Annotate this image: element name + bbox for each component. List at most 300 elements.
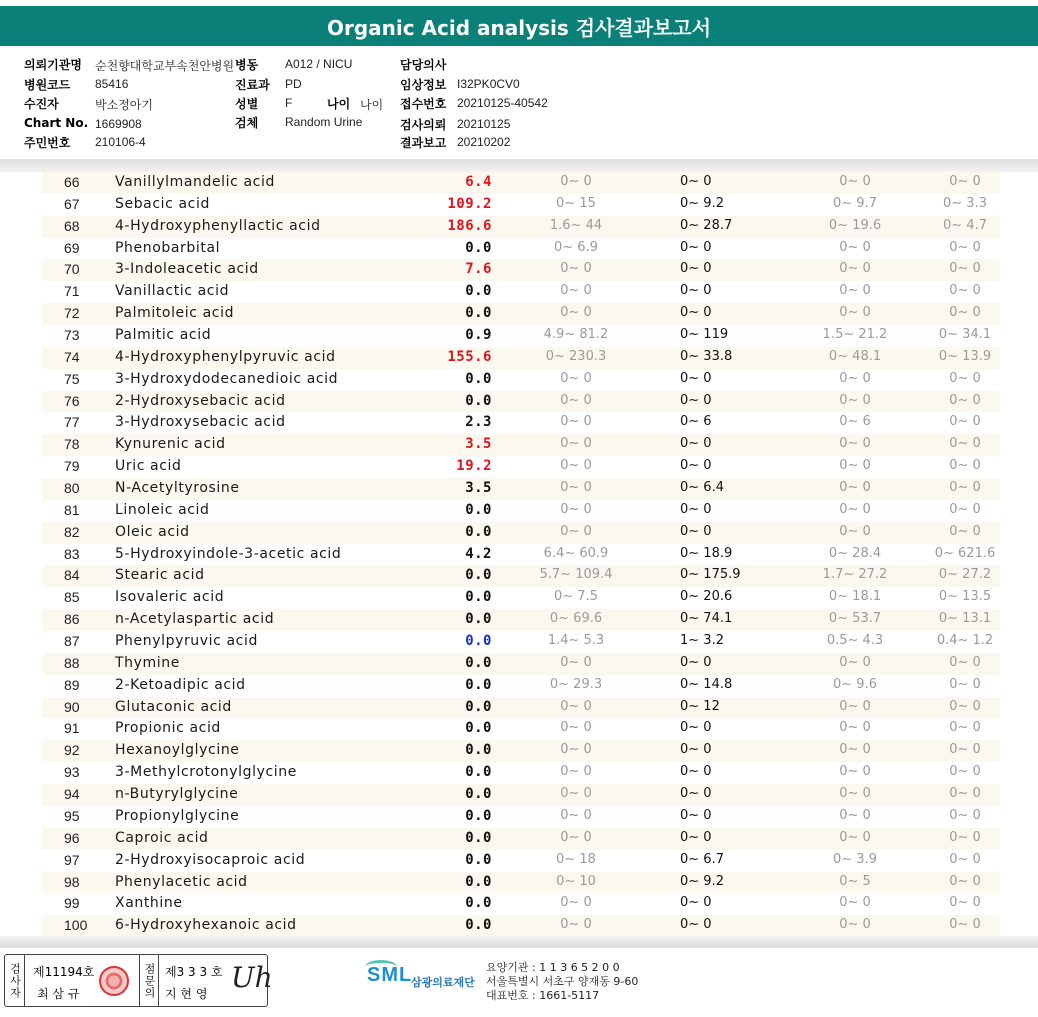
reference-range-3: 0~ 0: [839, 917, 871, 933]
row-number: 70: [64, 261, 80, 278]
analyte-name: Phenylpyruvic acid: [115, 633, 258, 650]
reference-range-4: 0~ 0: [949, 895, 981, 911]
reference-range-3: 0~ 48.1: [828, 348, 882, 364]
reference-range-2: 0~ 0: [680, 829, 712, 845]
org-code: 요양기관 : 1 1 3 6 5 2 0 0: [486, 961, 620, 974]
analyte-name: Caproic acid: [115, 829, 209, 846]
reference-range-4: 0~ 0: [949, 873, 981, 889]
reference-range-1: 0~ 0: [560, 829, 592, 845]
reference-range-3: 0~ 9.7: [833, 195, 877, 211]
report-title: Organic Acid analysis 검사결과보고서: [326, 15, 712, 40]
result-value: 3.5: [465, 480, 492, 497]
reference-range-4: 0~ 0: [949, 654, 981, 670]
reference-range-3: 0~ 0: [839, 764, 871, 780]
analyte-name: 6-Hydroxyhexanoic acid: [115, 917, 297, 934]
result-value: 0.0: [465, 829, 492, 846]
result-value: 0.0: [465, 633, 492, 650]
reference-range-2: 0~ 9.2: [680, 873, 724, 889]
analyte-name: 3-Hydroxysebacic acid: [115, 414, 286, 431]
reference-range-2: 0~ 18.9: [680, 545, 733, 561]
result-value: 0.0: [465, 370, 492, 387]
result-value: 0.0: [465, 917, 492, 934]
reference-range-1: 0~ 6.9: [554, 239, 598, 255]
reference-range-2: 0~ 0: [680, 742, 712, 758]
result-value: 186.6: [447, 217, 492, 234]
reference-range-2: 0~ 0: [680, 523, 712, 539]
result-value: 0.0: [465, 501, 492, 518]
patient-name-value: 박소정아기: [95, 98, 153, 112]
result-value: 0.0: [465, 392, 492, 409]
reference-range-2: 0~ 28.7: [680, 217, 733, 233]
analyte-name: Linoleic acid: [115, 501, 210, 518]
examiner-label: [5, 955, 25, 1006]
reference-range-4: 0~ 0: [949, 239, 981, 255]
analyte-name: Kynurenic acid: [115, 436, 226, 453]
reference-range-3: 0~ 19.6: [828, 217, 882, 233]
result-value: 0.0: [465, 720, 492, 737]
reviewer-label-text: 점문의: [143, 962, 156, 999]
reference-range-4: 0~ 13.5: [938, 589, 992, 605]
analyte-name: 3-Methylcrotonylglycine: [115, 764, 297, 781]
row-number: 82: [64, 523, 80, 540]
reference-range-2: 0~ 0: [680, 370, 712, 386]
reference-range-3: 0~ 0: [839, 370, 871, 386]
top-divider: [0, 159, 1038, 172]
row-number: 79: [64, 458, 80, 475]
table-row: [42, 478, 1000, 500]
table-row: [42, 259, 1000, 281]
result-value: 0.0: [465, 283, 492, 300]
reference-range-3: 0~ 0: [839, 480, 871, 496]
reference-range-1: 0~ 0: [560, 501, 592, 517]
result-value: 0.0: [465, 895, 492, 912]
report-date-value: 20210202: [457, 135, 511, 149]
reference-range-3: 0~ 0: [839, 174, 871, 189]
org-phone: 대표번호 : 1661-5117: [486, 989, 600, 1002]
table-row: [42, 893, 1000, 915]
reviewer-label: [139, 955, 159, 1006]
reference-range-1: 0~ 0: [560, 370, 592, 386]
analyte-name: Propionylglycine: [115, 807, 240, 824]
analyte-name: 5-Hydroxyindole-3-acetic acid: [115, 545, 342, 562]
reference-range-3: 0~ 0: [839, 720, 871, 736]
reference-range-1: 0~ 0: [560, 764, 592, 780]
reference-range-2: 0~ 0: [680, 786, 712, 802]
reference-range-3: 0~ 3.9: [833, 851, 877, 867]
table-row: [42, 828, 1000, 850]
analyte-name: Oleic acid: [115, 523, 190, 540]
result-value: 0.0: [465, 567, 492, 584]
reference-range-4: 0~ 0: [949, 261, 981, 277]
reference-range-3: 0~ 18.1: [828, 589, 882, 605]
analyte-name: Thymine: [115, 654, 180, 671]
reference-range-4: 0~ 0: [949, 917, 981, 933]
examiner-label-text: 검사자: [8, 962, 22, 999]
report-title-bar: [0, 6, 1038, 46]
analyte-name: Phenylacetic acid: [115, 873, 248, 890]
row-number: 85: [64, 589, 80, 606]
reference-range-2: 0~ 0: [680, 720, 712, 736]
reference-range-3: 0~ 0: [839, 807, 871, 823]
row-number: 86: [64, 611, 80, 628]
row-number: 89: [64, 676, 80, 693]
analyte-name: Glutaconic acid: [115, 698, 232, 715]
row-number: 67: [64, 195, 80, 212]
reference-range-3: 1.7~ 27.2: [822, 567, 888, 583]
reference-range-3: 0~ 0: [839, 742, 871, 758]
row-number: 100: [64, 917, 88, 934]
row-number: 74: [64, 348, 80, 365]
reference-range-1: 0~ 0: [560, 414, 592, 430]
reference-range-1: 0~ 0: [560, 392, 592, 408]
reference-range-2: 0~ 0: [680, 895, 712, 911]
analyte-name: Xanthine: [115, 895, 183, 912]
reference-range-3: 0~ 5: [839, 873, 871, 889]
table-row: [42, 347, 1000, 369]
department-value: PD: [285, 77, 302, 91]
clinical-info-label: 임상정보: [400, 78, 447, 92]
reference-range-2: 0~ 6: [680, 414, 712, 430]
analyte-name: n-Butyrylglycine: [115, 786, 239, 803]
reference-range-4: 0~ 0: [949, 370, 981, 386]
reference-range-4: 0~ 0: [949, 305, 981, 321]
logo-text: SML: [367, 964, 413, 986]
reference-range-1: 0~ 69.6: [549, 611, 603, 627]
table-row: [42, 369, 1000, 391]
row-number: 81: [64, 501, 80, 518]
reference-range-3: 0~ 28.4: [828, 545, 882, 561]
result-value: 6.4: [465, 174, 492, 190]
reference-range-2: 0~ 6.7: [680, 851, 724, 867]
analyte-name: 3-Indoleacetic acid: [115, 261, 259, 278]
table-row: [42, 325, 1000, 347]
table-row: [42, 609, 1000, 631]
analyte-name: Palmitoleic acid: [115, 305, 235, 322]
hospital-code-label: 병원코드: [24, 78, 71, 92]
clinical-info-value: I32PK0CV0: [457, 77, 520, 91]
analyte-name: Propionic acid: [115, 720, 221, 737]
analyte-name: 2-Hydroxyisocaproic acid: [115, 851, 306, 868]
patient-name-label: 수진자: [24, 97, 59, 111]
analyte-name: Palmitic acid: [115, 327, 212, 344]
result-value: 0.0: [465, 305, 492, 322]
reference-range-1: 0~ 0: [560, 436, 592, 452]
row-number: 88: [64, 654, 80, 671]
result-value: 0.9: [465, 327, 492, 344]
analyte-name: Vanillylmandelic acid: [115, 174, 275, 190]
table-row: [42, 281, 1000, 303]
reference-range-2: 0~ 119: [680, 327, 729, 343]
reference-range-3: 0~ 0: [839, 436, 871, 452]
receipt-no-value: 20210125-40542: [457, 96, 548, 110]
row-number: 94: [64, 786, 80, 803]
reviewer-name: 지 현 영: [165, 987, 208, 1001]
row-number: 72: [64, 305, 80, 322]
institution-label: 의뢰기관명: [24, 58, 82, 72]
row-number: 68: [64, 217, 80, 234]
reference-range-4: 0~ 0: [949, 764, 981, 780]
organization-info: [486, 961, 638, 1003]
reference-range-4: 0~ 0: [949, 786, 981, 802]
table-row: [42, 500, 1000, 522]
reference-range-1: 0~ 0: [560, 720, 592, 736]
result-value: 155.6: [447, 348, 492, 365]
reference-range-1: 0~ 15: [556, 195, 596, 211]
reference-range-3: 1.5~ 21.2: [822, 327, 888, 343]
row-number: 90: [64, 698, 80, 715]
request-date-value: 20210125: [457, 117, 511, 131]
reference-range-1: 0~ 7.5: [554, 589, 598, 605]
signature-box: [4, 954, 273, 1007]
result-value: 0.0: [465, 523, 492, 540]
reference-range-3: 0~ 0: [839, 261, 871, 277]
result-value: 0.0: [465, 239, 492, 256]
sex-label: 성별: [235, 97, 259, 111]
reference-range-1: 0~ 18: [556, 851, 596, 867]
reference-range-2: 0~ 0: [680, 392, 712, 408]
table-row: [42, 631, 1000, 653]
doctor-label: 담당의사: [400, 58, 447, 72]
reference-range-1: 0~ 29.3: [549, 676, 603, 692]
analyte-name: Vanillactic acid: [115, 283, 230, 300]
reference-range-4: 0~ 0: [949, 501, 981, 517]
chart-no-value: 1669908: [95, 117, 142, 131]
reference-range-2: 0~ 0: [680, 239, 712, 255]
reference-range-3: 0~ 0: [839, 829, 871, 845]
result-value: 0.0: [465, 589, 492, 606]
analyte-name: Uric acid: [115, 458, 182, 475]
table-row: [42, 653, 1000, 675]
analyte-name: 2-Hydroxysebacic acid: [115, 392, 286, 409]
table-row: [42, 740, 1000, 762]
row-number: 97: [64, 851, 80, 868]
reference-range-1: 0~ 0: [560, 305, 592, 321]
table-row: [42, 587, 1000, 609]
age-value: 나이: [360, 98, 384, 112]
reference-range-3: 0~ 0: [839, 392, 871, 408]
reference-range-4: 0~ 4.7: [943, 217, 987, 233]
reference-range-2: 0~ 175.9: [680, 567, 741, 583]
row-number: 93: [64, 764, 80, 781]
result-value: 0.0: [465, 807, 492, 824]
chart-no-label: Chart No.: [24, 116, 89, 130]
row-number: 92: [64, 742, 80, 759]
table-row: [42, 216, 1000, 238]
reference-range-2: 0~ 0: [680, 807, 712, 823]
reference-range-1: 4.9~ 81.2: [543, 327, 609, 343]
reference-range-2: 0~ 6.4: [680, 480, 724, 496]
reference-range-1: 0~ 0: [560, 458, 592, 474]
table-row: [42, 434, 1000, 456]
table-row: [42, 412, 1000, 434]
reference-range-4: 0~ 0: [949, 807, 981, 823]
analyte-name: 3-Hydroxydodecanedioic acid: [115, 370, 339, 387]
analyte-name: 4-Hydroxyphenylpyruvic acid: [115, 348, 336, 365]
result-value: 3.5: [465, 436, 492, 453]
reference-range-1: 0~ 0: [560, 654, 592, 670]
table-row: [42, 850, 1000, 872]
reference-range-4: 0~ 0: [949, 523, 981, 539]
reference-range-1: 1.6~ 44: [549, 217, 603, 233]
table-row: [42, 697, 1000, 719]
analyte-name: Sebacic acid: [115, 195, 210, 212]
reference-range-4: 0~ 0: [949, 676, 981, 692]
table-row: [42, 303, 1000, 325]
id-no-label: 주민번호: [24, 136, 71, 150]
reference-range-1: 0~ 0: [560, 698, 592, 714]
table-row: [42, 238, 1000, 260]
reference-range-3: 0~ 9.6: [833, 676, 877, 692]
reference-range-4: 0~ 0: [949, 414, 981, 430]
reference-range-2: 0~ 0: [680, 283, 712, 299]
reference-range-4: 0~ 27.2: [938, 567, 992, 583]
table-row: [42, 718, 1000, 740]
analyte-name: Phenobarbital: [115, 239, 221, 256]
reference-range-3: 0~ 6: [839, 414, 871, 430]
table-row: [42, 784, 1000, 806]
row-number: 91: [64, 720, 80, 737]
reference-range-2: 0~ 20.6: [680, 589, 733, 605]
table-row: [42, 391, 1000, 413]
request-date-label: 검사의뢰: [400, 118, 447, 132]
reference-range-3: 0~ 53.7: [828, 611, 882, 627]
patient-info-section: [0, 52, 1038, 152]
table-row: [42, 194, 1000, 216]
reference-range-4: 0~ 0: [949, 851, 981, 867]
row-number: 83: [64, 545, 80, 562]
bottom-divider: [0, 936, 1038, 948]
receipt-no-label: 접수번호: [400, 97, 447, 111]
result-value: 0.0: [465, 764, 492, 781]
result-value: 0.0: [465, 851, 492, 868]
reference-range-4: 0~ 13.9: [938, 348, 992, 364]
reviewer-license: 제3 3 3 호: [165, 965, 223, 979]
reference-range-3: 0~ 0: [839, 895, 871, 911]
row-number: 87: [64, 633, 80, 650]
analyte-name: 2-Ketoadipic acid: [115, 676, 246, 693]
analyte-name: 4-Hydroxyphenyllactic acid: [115, 217, 321, 234]
result-value: 2.3: [465, 414, 492, 431]
reference-range-2: 0~ 0: [680, 501, 712, 517]
reference-range-1: 0~ 0: [560, 786, 592, 802]
reference-range-2: 0~ 0: [680, 436, 712, 452]
reference-range-4: 0~ 0: [949, 283, 981, 299]
reference-range-1: 0~ 0: [560, 261, 592, 277]
reference-range-1: 0~ 0: [560, 523, 592, 539]
reference-range-2: 0~ 74.1: [680, 611, 733, 627]
reference-range-4: 0~ 13.1: [938, 611, 992, 627]
reference-range-2: 0~ 0: [680, 261, 712, 277]
id-no-value: 210106-4: [95, 135, 146, 149]
table-row: [42, 806, 1000, 828]
reference-range-3: 0~ 0: [839, 501, 871, 517]
reference-range-1: 0~ 10: [556, 873, 596, 889]
row-number: 78: [64, 436, 80, 453]
hospital-code-value: 85416: [95, 77, 129, 91]
reference-range-1: 0~ 0: [560, 917, 592, 933]
reference-range-1: 0~ 0: [560, 174, 592, 189]
row-number: 69: [64, 239, 80, 256]
reference-range-1: 0~ 0: [560, 283, 592, 299]
reference-range-4: 0~ 0: [949, 392, 981, 408]
reference-range-4: 0~ 621.6: [934, 545, 996, 561]
result-value: 0.0: [465, 786, 492, 803]
org-address: 서울특별시 서초구 양재동 9-60: [486, 975, 639, 988]
row-number: 99: [64, 895, 80, 912]
reference-range-4: 0~ 0: [949, 698, 981, 714]
reference-range-1: 0~ 0: [560, 742, 592, 758]
reference-range-3: 0.5~ 4.3: [826, 633, 884, 649]
reference-range-4: 0~ 0: [949, 829, 981, 845]
row-number: 75: [64, 370, 80, 387]
table-row: [42, 872, 1000, 894]
result-value: 0.0: [465, 742, 492, 759]
logo-org-name: 삼광의료재단: [411, 976, 475, 989]
reference-range-3: 0~ 0: [839, 305, 871, 321]
reference-range-1: 5.7~ 109.4: [539, 567, 613, 583]
table-row: [42, 172, 1000, 194]
specimen-label: 검체: [235, 116, 259, 130]
sex-value: F: [285, 96, 293, 110]
ward-label: 병동: [235, 58, 259, 72]
table-row: [42, 565, 1000, 587]
analyte-name: Hexanoylglycine: [115, 742, 240, 759]
reference-range-2: 0~ 12: [680, 698, 720, 714]
reference-range-2: 0~ 14.8: [680, 676, 733, 692]
reference-range-2: 0~ 0: [680, 917, 712, 933]
reference-range-3: 0~ 0: [839, 283, 871, 299]
result-value: 19.2: [456, 458, 492, 475]
reference-range-4: 0~ 34.1: [938, 327, 992, 343]
reference-range-2: 0~ 9.2: [680, 195, 724, 211]
examiner-license: 제11194호: [33, 965, 95, 979]
table-row: [42, 522, 1000, 544]
reference-range-4: 0~ 0: [949, 436, 981, 452]
institution-value: 순천향대학교부속천안병원: [95, 59, 235, 73]
reference-range-4: 0~ 0: [949, 174, 981, 189]
row-number: 98: [64, 873, 80, 890]
table-row: [42, 675, 1000, 697]
result-value: 0.0: [465, 873, 492, 890]
table-row: [42, 456, 1000, 478]
row-number: 71: [64, 283, 80, 300]
reference-range-3: 0~ 0: [839, 239, 871, 255]
seal-stamp-icon: [99, 966, 129, 996]
reference-range-3: 0~ 0: [839, 523, 871, 539]
row-number: 96: [64, 829, 80, 846]
result-value: 4.2: [465, 545, 492, 562]
row-number: 73: [64, 327, 80, 344]
department-label: 진료과: [235, 78, 270, 92]
analyte-name: Isovaleric acid: [115, 589, 225, 606]
age-label: 나이: [327, 97, 351, 111]
table-row: [42, 762, 1000, 784]
result-value: 109.2: [447, 195, 492, 212]
analyte-name: Stearic acid: [115, 567, 205, 584]
reference-range-4: 0~ 0: [949, 742, 981, 758]
reference-range-1: 0~ 0: [560, 480, 592, 496]
reference-range-4: 0~ 0: [949, 480, 981, 496]
specimen-value: Random Urine: [285, 115, 363, 129]
row-number: 95: [64, 807, 80, 824]
reference-range-3: 0~ 0: [839, 458, 871, 474]
reference-range-4: 0~ 3.3: [943, 195, 987, 211]
result-value: 0.0: [465, 654, 492, 671]
reference-range-1: 0~ 0: [560, 895, 592, 911]
reference-range-2: 0~ 33.8: [680, 348, 733, 364]
reference-range-1: 1.4~ 5.3: [547, 633, 605, 649]
reference-range-2: 0~ 0: [680, 458, 712, 474]
